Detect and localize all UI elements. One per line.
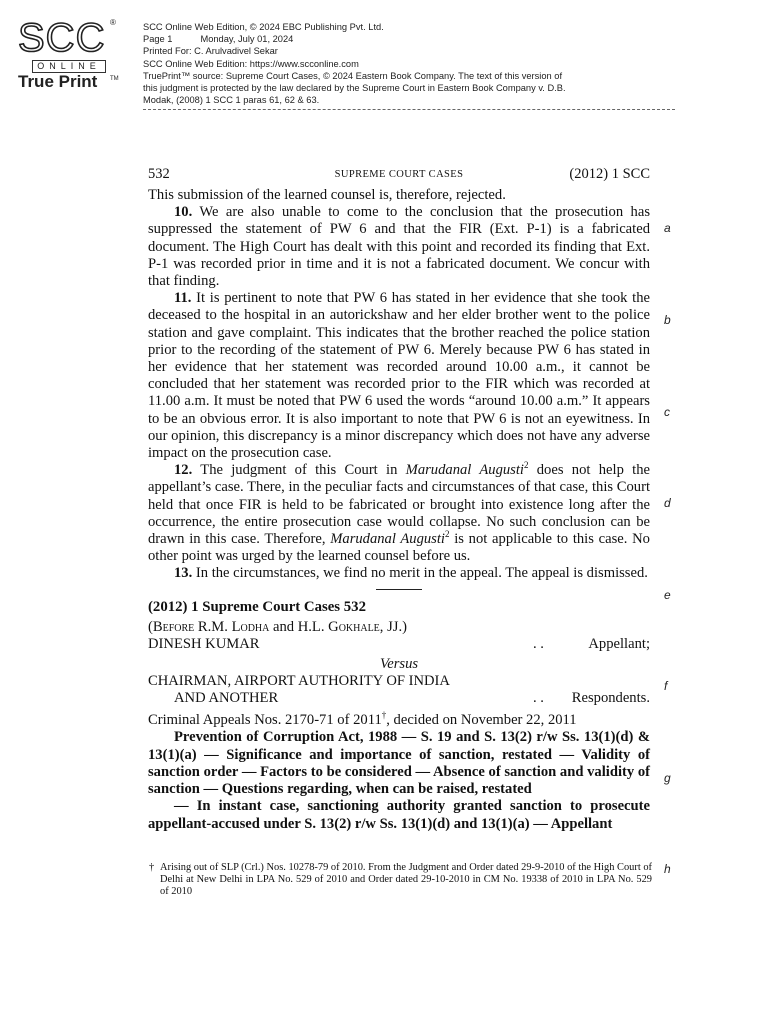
appellant-name: DINESH KUMAR <box>148 636 260 653</box>
versus: Versus <box>379 656 419 673</box>
margin-letter-b: b <box>664 313 671 327</box>
para-text: The judgment of this Court in <box>192 462 406 479</box>
para-number: 10. <box>174 204 193 221</box>
paragraph-10 <box>148 204 650 290</box>
para-text: In the circumstances, we find no merit in the appeal. The appeal is dismissed. <box>192 565 648 582</box>
case-name: Marudanal Augusti <box>330 531 445 548</box>
footnote <box>149 862 652 899</box>
footnote-ref: 2 <box>523 460 529 471</box>
source-line-3: Modak, (2008) 1 SCC 1 paras 61, 62 & 63. <box>143 95 320 106</box>
judgment-body <box>148 187 650 833</box>
margin-letter-d: d <box>664 496 671 510</box>
trademark-mark: TM <box>110 76 119 82</box>
para-number: 12. <box>174 462 193 479</box>
case-name: Marudanal Augusti <box>405 462 524 479</box>
registered-mark: ® <box>110 18 116 27</box>
paragraph-12 <box>148 462 650 565</box>
case-citation: (2012) 1 Supreme Court Cases 532 <box>148 598 366 615</box>
leader-dots: . . <box>533 636 544 653</box>
respondent-2: AND ANOTHER <box>174 690 279 707</box>
logo-online: ONLINE <box>32 60 106 73</box>
scc-online-logo <box>18 18 118 98</box>
leader-dots: . . <box>533 690 544 707</box>
para-text: We are also unable to come to the conclusion that the prosecution has suppressed the statement of PW 6 and that the FIR (Ext. P-1) is a fabricated document. The High Court has dealt with this point and recorded its finding that Ext. P-1 was recorded prior in time and it is not a fabricated document. We concur with that finding. <box>148 204 650 290</box>
page-number: Page 1 <box>143 34 173 45</box>
footnote-text: Arising out of SLP (Crl.) Nos. 10278-79 of 2010. From the Judgment and Order dated 29-9-2010 of the High Court of Delhi at New Delhi in LPA No. 529 of 2010 and Order dated 29-10-2010 in CM No. 19338 of 2010 in LPA No. 529 of 2010 <box>160 862 652 898</box>
respondent-row <box>148 690 650 708</box>
footnote-dagger: † <box>149 862 155 873</box>
para-text: It is pertinent to note that PW 6 has stated in her evidence that she took the deceased to the hospital in an autorickshaw and her elder brother went to the police station and gave complaint. This indicates that the brother reached the police station prior to the recording of the statement of PW 6. Merely because PW 6 has stated in her evidence that her statement was recorded around 10.00 a.m., it cannot be concluded that her statement was recorded prior to the FIR which was recorded at 11.00 a.m. It must be noted that PW 6 used the words “around 10.00 a.m.” It appears to be an obvious error. It is also important to note that PW 6 is not an eyewitness. In our opinion, this discrepancy is a minor discrepancy which does not have any adverse impact on the prosecution case. <box>148 290 650 462</box>
copyright-line: SCC Online Web Edition, © 2024 EBC Publishing Pvt. Ltd. <box>143 22 384 32</box>
para-text: does not help the appellant’s case. There, in the peculiar facts and circumstances of that case, this Court held that once FIR is held to be fabricated or brought into existence long after the occurrence, the entire prosecution case would collapse. No such conclusion can be drawn in this case. Therefore, <box>148 462 650 548</box>
logo-brand: SCC <box>18 16 106 60</box>
logo-true-print: True Print <box>18 72 98 91</box>
paragraph-13 <box>148 565 650 582</box>
paragraph-intro: This submission of the learned counsel is, therefore, rejected. <box>148 187 506 203</box>
margin-letter-c: c <box>664 405 670 419</box>
page-number-printed: 532 <box>148 166 170 182</box>
margin-letter-e: e <box>664 588 671 602</box>
web-edition-link[interactable]: SCC Online Web Edition: https://www.scconline.com <box>143 58 359 69</box>
header-divider <box>143 109 675 110</box>
respondent-1: CHAIRMAN, AIRPORT AUTHORITY OF INDIA <box>148 673 450 690</box>
margin-letter-h: h <box>664 862 671 876</box>
headnote-2: — In instant case, sanctioning authority granted sanction to prosecute appellant-accused under S. 13(2) r/w Ss. 13(1)(d) and 13(1)(a) — Appellant <box>148 798 650 832</box>
respondent-role: Respondents. <box>571 690 650 707</box>
margin-letter-a: a <box>664 221 671 235</box>
print-date: Monday, July 01, 2024 <box>200 34 294 45</box>
bench: (Before R.M. Lodha and H.L. Gokhale, JJ.) <box>148 618 407 635</box>
margin-letter-f: f <box>664 679 668 693</box>
printed-for: Printed For: C. Arulvadivel Sekar <box>143 46 278 57</box>
source-line-2: this judgment is protected by the law declared by the Supreme Court in Eastern Book Company v. D.B. <box>143 83 566 94</box>
criminal-appeals: Criminal Appeals Nos. 2170-71 of 2011†, decided on November 22, 2011 <box>148 710 577 729</box>
page-date-line <box>143 33 683 45</box>
appellant-row <box>148 636 650 654</box>
footnote-ref: 2 <box>444 529 450 540</box>
headnote-1: Prevention of Corruption Act, 1988 — S. 19 and S. 13(2) r/w Ss. 13(1)(d) & 13(1)(a) — Significance and importance of sanction, restated — Validity of sanction order — Factors to be considered — Absence of sanction and validity of sanction — Questions regarding, when can be raised, restated <box>148 729 650 798</box>
para-number: 13. <box>174 565 193 582</box>
running-head <box>148 166 650 184</box>
print-header <box>143 21 683 106</box>
para-number: 11. <box>174 290 192 307</box>
journal-title: SUPREME COURT CASES <box>334 169 464 180</box>
section-divider <box>376 589 422 590</box>
para-text: is not applicable to this case. No other point was urged by the learned counsel before us. <box>148 531 650 565</box>
paragraph-11 <box>148 290 650 462</box>
margin-letter-g: g <box>664 771 671 785</box>
volume-citation: (2012) 1 SCC <box>569 166 650 182</box>
source-line-1: TruePrint™ source: Supreme Court Cases, © 2024 Eastern Book Company. The text of this version of <box>143 70 563 81</box>
appellant-role: Appellant; <box>588 636 650 653</box>
